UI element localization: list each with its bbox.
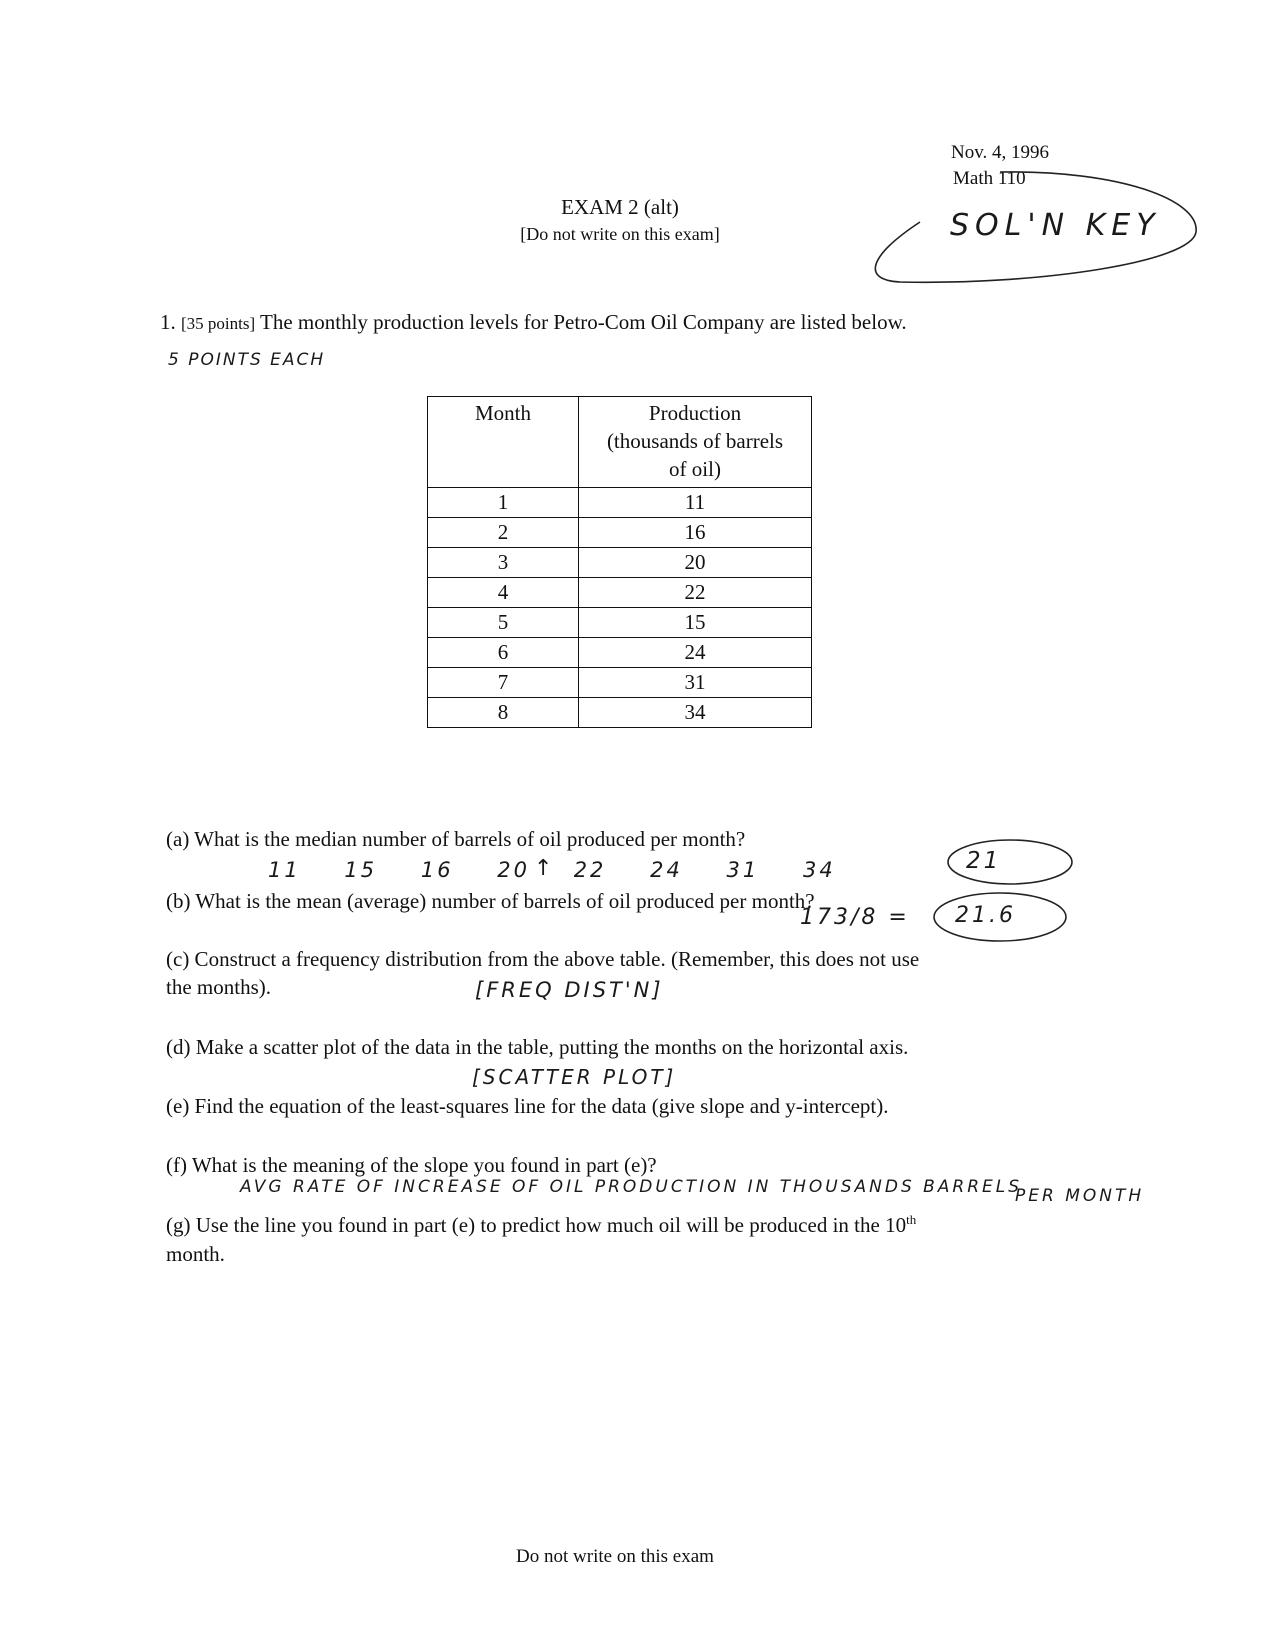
sorted-value: 16 bbox=[420, 858, 454, 882]
exam-date: Nov. 4, 1996 bbox=[951, 142, 1049, 163]
header-production-line1: Production bbox=[648, 401, 742, 425]
handwritten-frequency-note: [FREQ DIST'N] bbox=[475, 978, 664, 1002]
cell-month: 8 bbox=[428, 698, 579, 728]
cell-month: 2 bbox=[428, 518, 579, 548]
cell-production: 20 bbox=[579, 548, 812, 578]
cell-production: 16 bbox=[579, 518, 812, 548]
part-g-superscript: th bbox=[906, 1212, 917, 1227]
question-text: The monthly production levels for Petro-Com Oil Company are listed below. bbox=[260, 310, 907, 334]
sorted-value: 15 bbox=[344, 858, 378, 882]
solution-key-circle bbox=[875, 172, 1196, 282]
exam-title: EXAM 2 (alt) bbox=[561, 195, 679, 219]
sorted-value: 22 bbox=[573, 858, 607, 882]
sorted-value: 31 bbox=[726, 858, 760, 882]
part-c-line1: (c) Construct a frequency distribution from the above table. (Remember, this does not use bbox=[166, 947, 920, 971]
sorted-value: 34 bbox=[802, 858, 836, 882]
cell-month: 6 bbox=[428, 638, 579, 668]
cell-month: 3 bbox=[428, 548, 579, 578]
course-name: Math 110 bbox=[953, 168, 1026, 189]
cell-month: 5 bbox=[428, 608, 579, 638]
page-footer: Do not write on this exam bbox=[516, 1546, 714, 1567]
header-month: Month bbox=[428, 397, 579, 488]
sorted-value: 24 bbox=[650, 858, 683, 882]
part-a: (a) What is the median number of barrels of oil produced per month? bbox=[166, 827, 746, 851]
handwritten-mean-work: 173/8 = bbox=[800, 905, 910, 930]
part-g-text: (g) Use the line you found in part (e) to predict how much oil will be produced in the 10 bbox=[166, 1213, 907, 1237]
question-points: [35 points] bbox=[181, 314, 256, 333]
cell-production: 11 bbox=[579, 488, 812, 518]
part-e: (e) Find the equation of the least-squares line for the data (give slope and y-intercept). bbox=[166, 1094, 889, 1118]
cell-month: 1 bbox=[428, 488, 579, 518]
handwritten-slope-meaning: AVG RATE OF INCREASE OF OIL PRODUCTION IN THOUSANDS BARRELS bbox=[240, 1177, 1023, 1197]
handwritten-scatter-note: [SCATTER PLOT] bbox=[472, 1065, 677, 1089]
header-production-line2: (thousands of barrels bbox=[606, 429, 784, 453]
handwritten-median-answer: 21 bbox=[966, 848, 1002, 874]
sorted-value: 11 bbox=[268, 858, 301, 882]
cell-month: 4 bbox=[428, 578, 579, 608]
handwritten-mean-answer: 21.6 bbox=[955, 903, 1016, 928]
cell-production: 22 bbox=[579, 578, 812, 608]
part-b: (b) What is the mean (average) number of barrels of oil produced per month? bbox=[166, 889, 815, 913]
median-answer-circle bbox=[948, 840, 1072, 884]
question-number: 1. bbox=[160, 310, 176, 334]
cell-production: 24 bbox=[579, 638, 812, 668]
handwritten-solution-key: SOL'N KEY bbox=[950, 208, 1161, 243]
sorted-value: 20 bbox=[497, 858, 530, 882]
cell-production: 15 bbox=[579, 608, 812, 638]
part-f: (f) What is the meaning of the slope you found in part (e)? bbox=[166, 1153, 657, 1177]
cell-month: 7 bbox=[428, 668, 579, 698]
handwritten-slope-meaning-cont: PER MONTH bbox=[1015, 1186, 1145, 1206]
handwritten-points-each: 5 POINTS EACH bbox=[168, 350, 326, 370]
part-d: (d) Make a scatter plot of the data in the table, putting the months on the horizontal axis. bbox=[166, 1035, 909, 1059]
cell-production: 31 bbox=[579, 668, 812, 698]
mean-answer-circle bbox=[934, 893, 1066, 941]
header-production-line3: of oil) bbox=[669, 457, 721, 481]
part-c-line2: the months). bbox=[166, 975, 271, 999]
cell-production: 34 bbox=[579, 698, 812, 728]
median-arrow-icon: ↑ bbox=[534, 856, 556, 881]
exam-subtitle: [Do not write on this exam] bbox=[520, 224, 720, 244]
part-g-line2: month. bbox=[166, 1242, 225, 1266]
